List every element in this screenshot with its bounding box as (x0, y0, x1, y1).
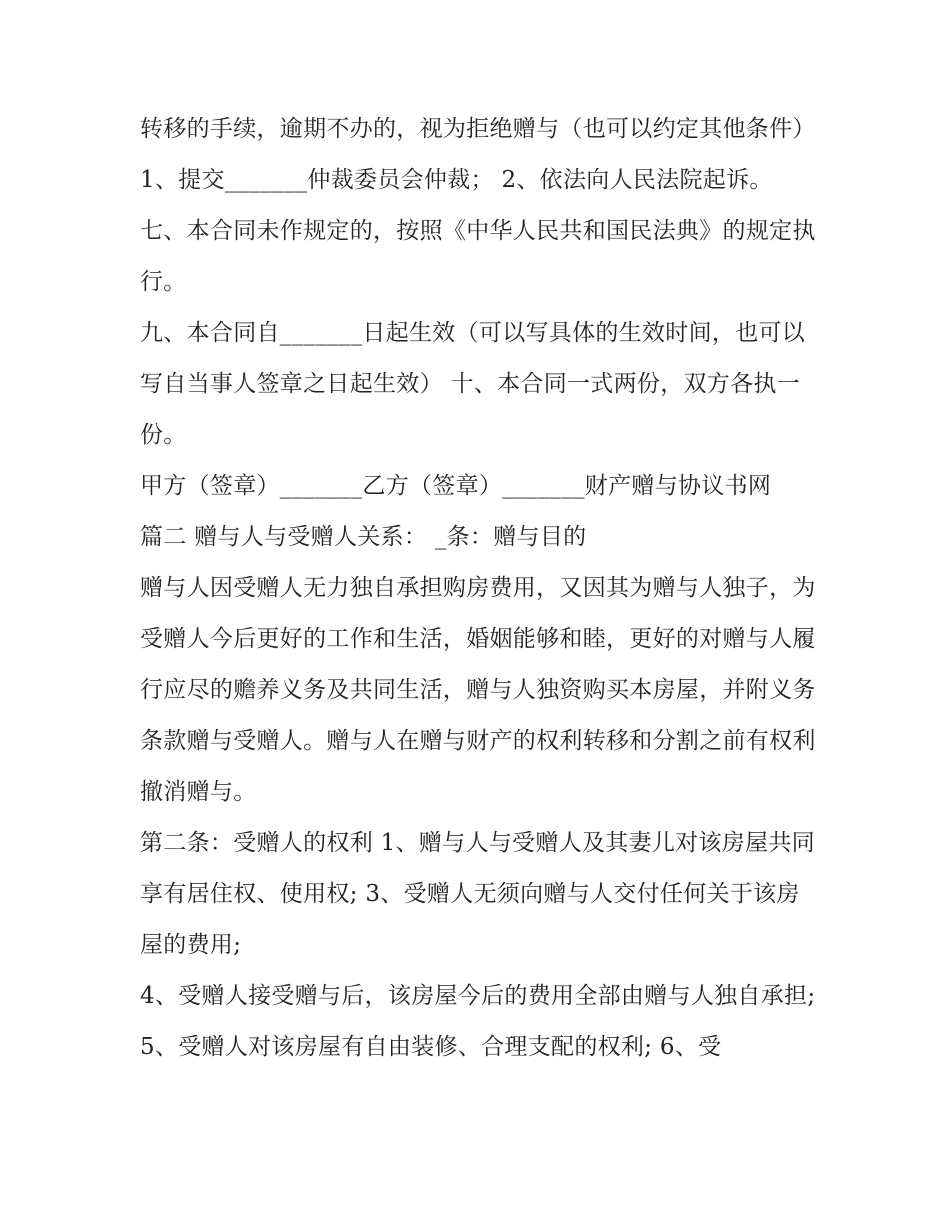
paragraph-transfer-procedure: 转移的手续，逾期不办的，视为拒绝赠与（也可以约定其他条件） (140, 116, 816, 142)
paragraph-article-seven: 七、本合同未作规定的，按照《中华人民共和国民法典》的规定执行。 (140, 218, 816, 295)
paragraph-part-two-heading: 篇二 赠与人与受赠人关系： _条：赠与目的 (140, 524, 587, 550)
paragraph-signatures: 甲方（签章）_______乙方（签章）_______财产赠与协议书网 (140, 473, 772, 499)
paragraph-article-two-rights: 第二条：受赠人的权利 1、赠与人与受赠人及其妻儿对该房屋共同享有居住权、使用权; 3、受赠人无须向赠与人交付任何关于该房屋的费用; (140, 830, 815, 958)
paragraph-article-nine-ten: 九、本合同自_______日起生效（可以写具体的生效时间，也可以写自当事人签章之日起生效） 十、本合同一式两份，双方各执一份。 (140, 320, 806, 448)
document-body (140, 104, 820, 1073)
paragraph-recipient-rights-continued: 4、受赠人接受赠与后，该房屋今后的费用全部由赠与人独自承担; 5、受赠人对该房屋有自由装修、合理支配的权利; 6、受 (140, 983, 816, 1060)
paragraph-dispute-resolution: 1、提交_______仲裁委员会仲裁； 2、依法向人民法院起诉。 (140, 167, 773, 193)
paragraph-gift-purpose: 赠与人因受赠人无力独自承担购房费用，又因其为赠与人独子，为受赠人今后更好的工作和生活，婚姻能够和睦，更好的对赠与人履行应尽的赡养义务及共同生活，赠与人独资购买本房屋，并附义务条款赠与受赠人。赠与人在赠与财产的权利转移和分割之前有权利撤消赠与。 (140, 575, 816, 805)
